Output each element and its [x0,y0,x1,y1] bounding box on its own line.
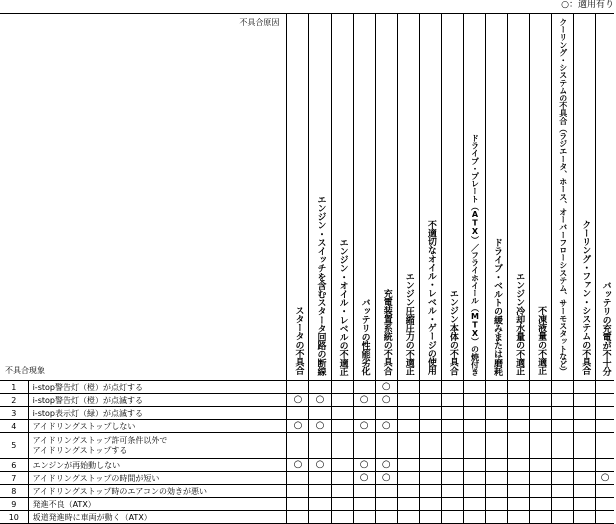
applicability-cell [419,472,441,485]
applicability-cell [397,381,419,394]
applicability-cell [441,459,463,472]
applicability-cell [530,394,552,407]
symptom-text: アイドリングストップ許可条件以外で アイドリングストップする [28,433,287,459]
applicability-cell [309,485,331,498]
applicability-cell [530,511,552,524]
applicability-cell [530,472,552,485]
applicability-cell [353,498,375,511]
applicability-cell [574,420,596,433]
applicability-cell [463,407,485,420]
applicability-cell [375,433,397,459]
applicability-cell [397,407,419,420]
applicability-cell [463,485,485,498]
applicability-cell [331,381,353,394]
applicability-cell [441,407,463,420]
cause-column-header [419,14,441,381]
applicability-cell [485,420,507,433]
applicability-cell [508,472,530,485]
applicability-cell: ○ [309,394,331,407]
cause-column-header [552,14,574,381]
applicability-cell [353,433,375,459]
cause-column-header [287,14,309,381]
applicability-cell [596,381,614,394]
applicability-cell [353,407,375,420]
cause-column-header [463,14,485,381]
cause-label: ドライブ・プレート（ATX）／フライホイール（MTX）の焼付き [470,133,480,376]
applicability-cell [441,511,463,524]
applicability-cell [441,485,463,498]
applicability-cell [375,407,397,420]
applicability-cell [441,472,463,485]
applicability-cell [419,407,441,420]
cause-column-header [574,14,596,381]
table-row [0,381,614,394]
applicability-cell [508,420,530,433]
applicability-cell [530,407,552,420]
applicability-cell [530,485,552,498]
table-row [0,472,614,485]
symptom-text: アイドリングストップしない [28,420,287,433]
cause-label: バッテリの性能劣化 [359,297,370,376]
applicability-cell [309,433,331,459]
cause-column-header [375,14,397,381]
applicability-cell [331,407,353,420]
applicability-cell [596,498,614,511]
applicability-cell [375,485,397,498]
cause-label: クーリング・ファン・システムの不具合 [580,220,591,376]
applicability-cell [596,511,614,524]
applicability-cell [596,433,614,459]
applicability-cell [331,459,353,472]
applicability-cell [552,498,574,511]
symptom-text: i-stop表示灯（緑）が点滅する [28,407,287,420]
symptom-text: i-stop警告灯（橙）が点滅する [28,394,287,407]
legend: ○：適用有り [561,0,614,10]
cause-label: 不適切なオイル・レベル・ゲージの使用 [425,220,436,376]
applicability-cell: ○ [353,459,375,472]
applicability-cell [441,420,463,433]
cause-header-label: 不具合原因 [239,18,280,27]
applicability-cell [552,459,574,472]
applicability-cell [419,511,441,524]
applicability-cell [309,511,331,524]
applicability-cell [331,485,353,498]
applicability-cell [485,459,507,472]
applicability-cell: ○ [353,394,375,407]
applicability-cell [552,511,574,524]
applicability-cell [331,472,353,485]
applicability-cell [397,498,419,511]
applicability-cell [397,433,419,459]
applicability-cell [331,433,353,459]
applicability-cell [508,485,530,498]
row-number: 3 [0,407,28,420]
applicability-cell [331,498,353,511]
applicability-cell [463,511,485,524]
applicability-cell [596,459,614,472]
applicability-cell [574,433,596,459]
applicability-cell [397,511,419,524]
applicability-cell [309,407,331,420]
row-number: 5 [0,433,28,459]
table-row [0,498,614,511]
applicability-cell [508,407,530,420]
symptom-text: 発進不良（ATX） [28,498,287,511]
cause-label: クーリング・システムの不具合（ラジエータ、ホース、オーバーフローシステム、サーモスタットなど） [558,18,568,376]
applicability-cell [353,485,375,498]
table-row [0,420,614,433]
applicability-cell [287,472,309,485]
row-number: 2 [0,394,28,407]
applicability-cell [397,459,419,472]
applicability-cell [441,394,463,407]
applicability-cell [375,511,397,524]
applicability-cell [574,485,596,498]
row-number: 6 [0,459,28,472]
applicability-cell [574,472,596,485]
applicability-cell [485,433,507,459]
applicability-cell: ○ [596,472,614,485]
applicability-cell [552,381,574,394]
applicability-cell [419,498,441,511]
table-row [0,459,614,472]
applicability-cell [463,498,485,511]
applicability-cell: ○ [375,472,397,485]
symptom-text: アイドリングストップ時のエアコンの効きが悪い [28,485,287,498]
applicability-cell [419,485,441,498]
applicability-cell [463,459,485,472]
applicability-cell: ○ [375,459,397,472]
applicability-cell [419,459,441,472]
applicability-cell: ○ [287,394,309,407]
table-row [0,485,614,498]
applicability-cell: ○ [375,394,397,407]
symptom-text: エンジンが再始動しない [28,459,287,472]
cause-column-header [397,14,419,381]
row-number: 7 [0,472,28,485]
applicability-cell [353,381,375,394]
applicability-cell [287,485,309,498]
applicability-cell [485,511,507,524]
applicability-cell [485,407,507,420]
applicability-cell [331,394,353,407]
applicability-cell [419,433,441,459]
applicability-cell [574,511,596,524]
applicability-cell [530,381,552,394]
applicability-cell [331,511,353,524]
symptom-text: アイドリングストップの時間が短い [28,472,287,485]
row-number: 9 [0,498,28,511]
applicability-cell [309,498,331,511]
applicability-cell [552,485,574,498]
applicability-cell [552,472,574,485]
applicability-cell [397,394,419,407]
applicability-cell [463,381,485,394]
table-row [0,394,614,407]
applicability-cell [419,394,441,407]
cause-label: スタータの不具合 [293,306,304,376]
row-number: 8 [0,485,28,498]
cause-label: エンジン本体の不具合 [447,289,458,376]
applicability-cell [485,381,507,394]
applicability-cell: ○ [287,420,309,433]
applicability-cell [552,407,574,420]
applicability-cell [508,511,530,524]
applicability-cell [596,407,614,420]
applicability-cell [419,381,441,394]
applicability-cell [419,420,441,433]
applicability-cell [287,433,309,459]
applicability-cell [397,472,419,485]
applicability-cell [508,381,530,394]
applicability-cell [530,420,552,433]
applicability-cell [574,394,596,407]
applicability-cell [463,420,485,433]
symptom-rows [0,381,614,524]
applicability-cell [508,394,530,407]
applicability-cell [397,420,419,433]
applicability-cell [441,498,463,511]
cause-label: 充電装置系統の不具合 [381,289,392,376]
row-number: 1 [0,381,28,394]
applicability-cell [485,498,507,511]
applicability-cell [441,433,463,459]
applicability-cell: ○ [287,459,309,472]
applicability-cell [485,472,507,485]
applicability-cell [485,485,507,498]
applicability-cell [596,394,614,407]
applicability-cell [353,511,375,524]
applicability-cell [463,433,485,459]
cause-label: ドライブ・ベルトの緩みまたは磨耗 [492,237,502,376]
applicability-cell [530,498,552,511]
symptom-header-label: 不具合現象 [5,366,45,376]
cause-label: エンジン圧縮圧力の不適正 [403,272,414,376]
applicability-cell: ○ [375,381,397,394]
cause-label: エンジン・スイッチを含むスタータ回路の断線 [315,194,326,376]
applicability-cell [508,433,530,459]
applicability-cell [287,498,309,511]
applicability-cell [574,459,596,472]
symptom-text: i-stop警告灯（橙）が点灯する [28,381,287,394]
header-corner [0,14,287,381]
applicability-cell [574,498,596,511]
symptom-cause-matrix [0,13,614,524]
cause-column-header [309,14,331,381]
cause-column-header [331,14,353,381]
applicability-cell [397,485,419,498]
applicability-cell [375,498,397,511]
applicability-cell: ○ [309,459,331,472]
applicability-cell: ○ [309,420,331,433]
applicability-cell [287,381,309,394]
applicability-cell [309,472,331,485]
symptom-text: 坂道発進時に車両が動く（ATX） [28,511,287,524]
applicability-cell [287,511,309,524]
cause-column-header [485,14,507,381]
cause-label: 不凍液量の不適正 [536,306,547,376]
applicability-cell [574,407,596,420]
applicability-cell [552,433,574,459]
cause-label: エンジン・オイル・レベルの不適正 [337,237,348,376]
table-row [0,407,614,420]
row-number: 10 [0,511,28,524]
applicability-cell [508,498,530,511]
applicability-cell [530,433,552,459]
applicability-cell [596,485,614,498]
cause-column-header [508,14,530,381]
applicability-cell [463,394,485,407]
cause-column-header [596,14,614,381]
cause-column-header [353,14,375,381]
cause-label: エンジン冷却水量の不適正 [514,272,525,376]
matrix-table [0,13,614,524]
cause-column-header [530,14,552,381]
cause-column-header [441,14,463,381]
applicability-cell [596,420,614,433]
applicability-cell: ○ [353,420,375,433]
applicability-cell: ○ [375,420,397,433]
applicability-cell [441,381,463,394]
applicability-cell [552,420,574,433]
row-number: 4 [0,420,28,433]
table-row [0,511,614,524]
applicability-cell [331,420,353,433]
applicability-cell [552,394,574,407]
applicability-cell [485,394,507,407]
applicability-cell [287,407,309,420]
applicability-cell: ○ [353,472,375,485]
applicability-cell [463,472,485,485]
table-row [0,433,614,459]
applicability-cell [508,459,530,472]
cause-label: バッテリの充電が不十分 [600,280,611,376]
applicability-cell [309,381,331,394]
applicability-cell [574,381,596,394]
applicability-cell [530,459,552,472]
